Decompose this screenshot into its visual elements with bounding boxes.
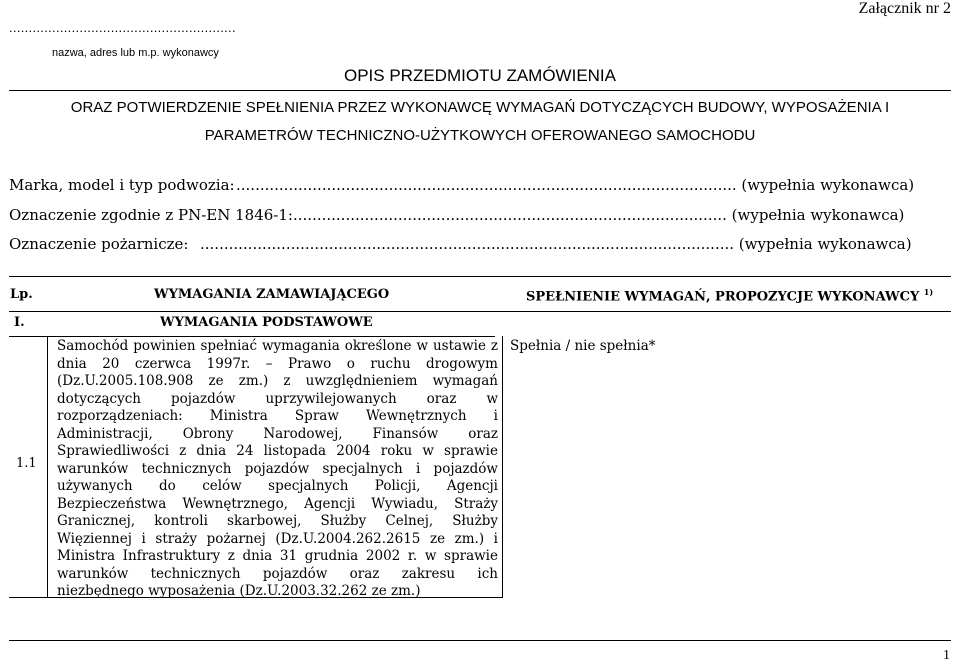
column-header-lp: Lp. [10,287,33,302]
field-chassis-label: Marka, model i typ podwozia: [9,176,235,194]
table-header-bottom-border [9,311,951,312]
column-header-fulfilment-text: SPEŁNIENIE WYMAGAŃ, PROPOZYCJE WYKONAWCY [526,289,920,305]
row-top-border [9,336,495,337]
field-fire-designation-fill: ................................................................................................................ (wypełnia wykonawca) [200,235,912,253]
field-chassis-fill: ......................................................................................................... (wypełnia wykonawca) [236,176,915,194]
section-title: WYMAGANIA PODSTAWOWE [160,315,373,330]
field-pn-en-fill: ........................................................................................... (wypełnia wykonawca) [293,206,905,224]
table-top-border [9,276,951,277]
column-header-fulfilment [526,287,933,304]
column-header-footnote-mark: 1) [923,287,934,297]
contractor-dots-line: .......................................................... [9,20,236,35]
row-column-divider-left [47,336,48,598]
column-header-requirements: WYMAGANIA ZAMAWIAJĄCEGO [154,287,390,302]
contractor-note: nazwa, adres lub m.p. wykonawcy [52,47,219,59]
row-number: 1.1 [16,456,37,471]
document-subtitle-line-2: PARAMETRÓW TECHNICZNO-UŻYTKOWYCH OFEROWANEGO SAMOCHODU [204,127,756,144]
field-fire-designation-label: Oznaczenie pożarnicze: [9,235,189,253]
field-pn-en-label: Oznaczenie zgodnie z PN-EN 1846-1: [9,206,293,224]
page-number: 1 [943,648,950,663]
row-fulfilment-answer: Spełnia / nie spełnia* [510,338,656,354]
row-column-divider-right [502,336,503,598]
row-requirement-text: Samochód powinien spełniać wymagania określone w ustawie z dnia 20 czerwca 1997r. – Prawo o ruchu drogowym (Dz.U.2005.108.908 ze zm.) z uwzględnieniem wymagań dotyczących pojazdów uprzywilejowanych oraz w rozporządzeniach: Ministra Spraw Wewnętrznych i Administracji, Obrony Narodowej, Finansów oraz Sprawiedliwości z dnia 24 listopada 2004 roku w sprawie warunków technicznych pojazdów specjalnych i pojazdów używanych do celów specjalnych Policji, Agencji Bezpieczeństwa Wewnętrznego, Agencji Wywiadu, Straży Granicznej, kontroli skarbowej, Służby Celnej, Służby Więziennej i straży pożarnej (Dz.U.2004.262.2615 ze zm.) i Ministra Infrastruktury z dnia 31 grudnia 2002 r. w sprawie warunków technicznych pojazdów oraz zakresu ich niezbędnego wyposażenia (Dz.U.2003.32.262 ze zm.) [57,338,498,599]
section-number: I. [14,315,25,330]
footer-divider [9,640,951,641]
attachment-label: Załącznik nr 2 [858,0,951,17]
document-subtitle-line-1: ORAZ POTWIERDZENIE SPEŁNIENIA PRZEZ WYKONAWCĘ WYMAGAŃ DOTYCZĄCYCH BUDOWY, WYPOSAŻENIA I [70,99,890,116]
document-title: OPIS PRZEDMIOTU ZAMÓWIENIA [343,66,616,85]
title-divider-top [9,90,951,91]
